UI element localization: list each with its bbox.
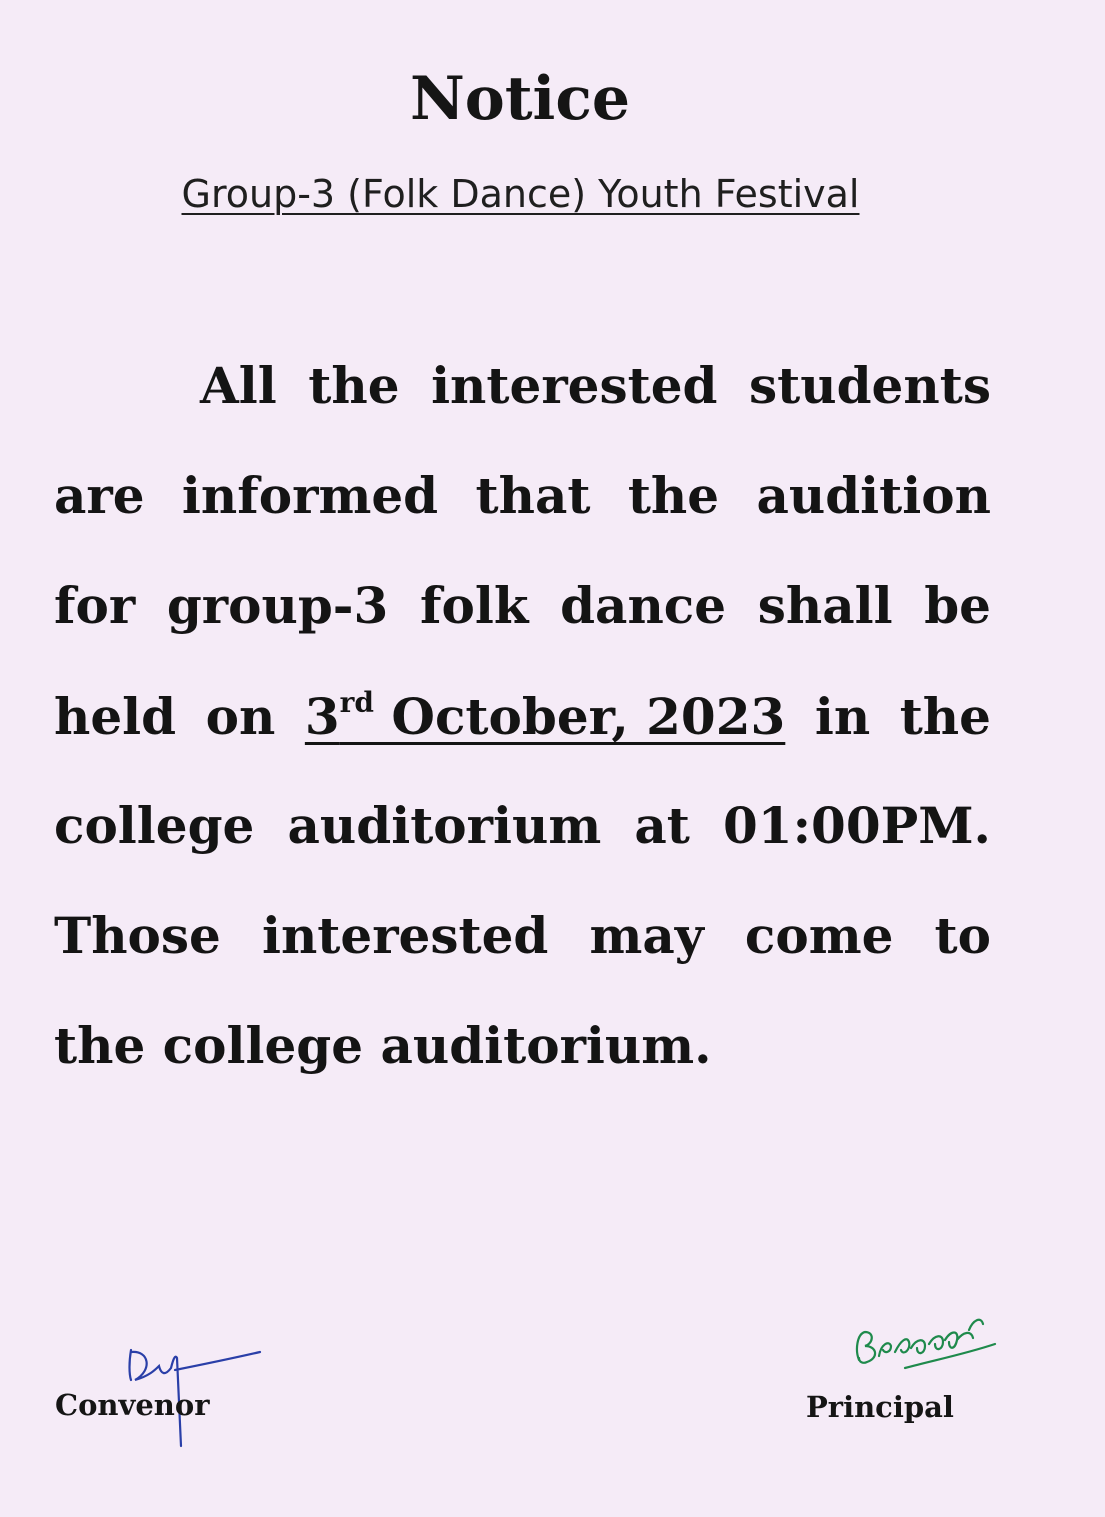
body-text: the college auditorium. bbox=[54, 1016, 712, 1075]
convenor-label: Convenor bbox=[55, 1388, 210, 1422]
principal-signature bbox=[845, 1310, 1005, 1390]
body-word: the bbox=[899, 687, 991, 746]
body-word: college bbox=[54, 796, 255, 855]
body-word: the bbox=[308, 356, 400, 415]
body-word: at bbox=[634, 796, 690, 855]
notice-title: Notice bbox=[409, 64, 631, 134]
body-word: folk bbox=[419, 576, 529, 635]
body-word: dance bbox=[560, 576, 727, 635]
body-line-6 bbox=[54, 906, 991, 965]
body-word: shall bbox=[757, 576, 893, 635]
body-word: 01:00PM. bbox=[723, 796, 991, 855]
body-line-2 bbox=[54, 466, 991, 525]
audition-date bbox=[305, 686, 785, 746]
body-word: group-3 bbox=[166, 576, 389, 635]
body-word: informed bbox=[181, 466, 439, 525]
notice-subtitle: Group-3 (Folk Dance) Youth Festival bbox=[181, 172, 860, 216]
body-word: the bbox=[627, 466, 720, 525]
body-word: may bbox=[589, 906, 704, 965]
principal-signature-stroke bbox=[857, 1320, 995, 1368]
body-line-4 bbox=[54, 686, 991, 746]
body-word: All bbox=[200, 356, 277, 415]
principal-label: Principal bbox=[806, 1390, 954, 1424]
body-word: interested bbox=[431, 356, 718, 415]
body-word: Those bbox=[54, 906, 221, 965]
body-line-7 bbox=[54, 1016, 991, 1075]
body-word: on bbox=[205, 687, 276, 746]
body-word: are bbox=[54, 466, 145, 525]
date-rest: October, 2023 bbox=[374, 687, 786, 746]
body-word: in bbox=[814, 687, 871, 746]
body-word: for bbox=[54, 576, 136, 635]
body-word: that bbox=[475, 466, 591, 525]
body-word: be bbox=[924, 576, 991, 635]
body-line-5 bbox=[54, 796, 991, 855]
body-word: auditorium bbox=[287, 796, 602, 855]
body-word: to bbox=[934, 906, 991, 965]
body-line-3 bbox=[54, 576, 991, 635]
body-word: interested bbox=[261, 906, 549, 965]
body-word: come bbox=[744, 906, 894, 965]
body-line-1 bbox=[200, 356, 991, 415]
date-suffix: rd bbox=[339, 686, 374, 719]
body-word: held bbox=[54, 687, 177, 746]
body-word: students bbox=[749, 356, 991, 415]
body-word: audition bbox=[756, 466, 991, 525]
date-day: 3 bbox=[304, 687, 340, 746]
